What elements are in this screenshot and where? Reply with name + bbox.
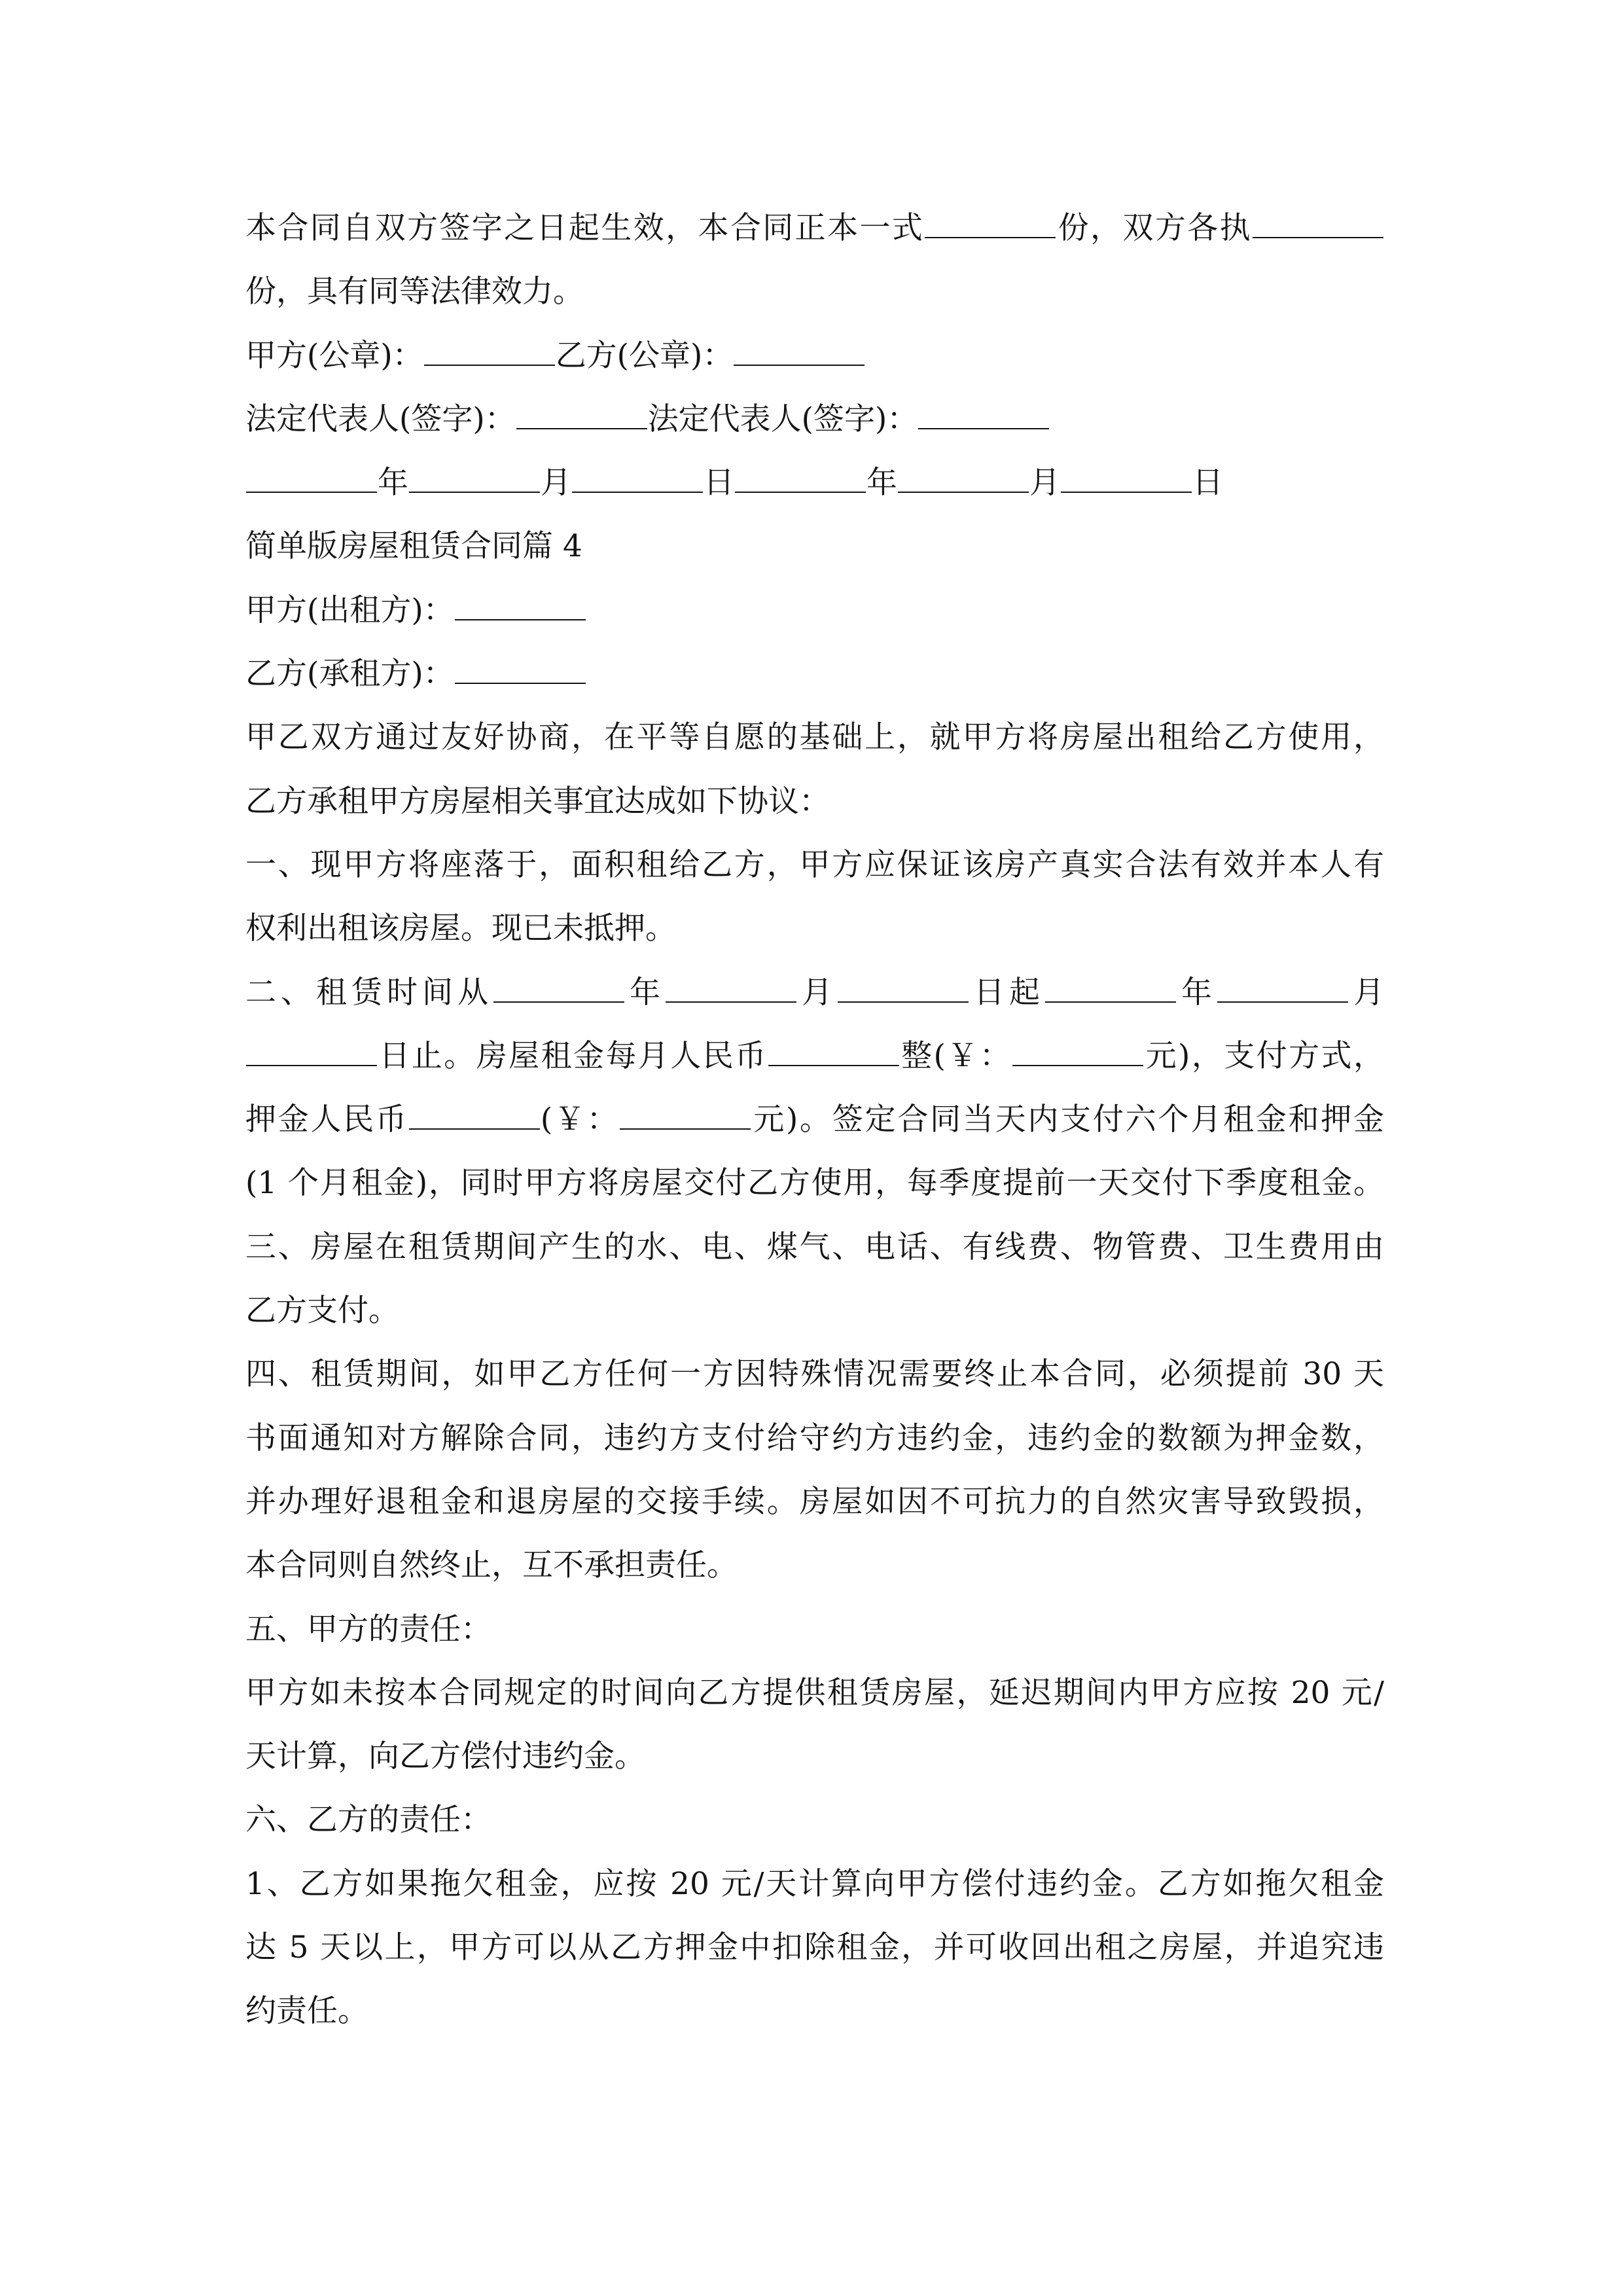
text-segment: 甲方如未按本合同规定的时间向乙方提供租赁房屋，延迟期间内甲方应按 20 元/	[245, 1674, 1384, 1711]
text-line	[245, 196, 1384, 260]
fill-in-blank	[838, 975, 969, 1003]
fill-in-blank	[246, 465, 377, 493]
fill-in-blank	[1061, 465, 1192, 493]
fill-in-blank	[666, 975, 796, 1003]
text-line	[245, 1470, 1384, 1534]
fill-in-blank	[768, 1039, 899, 1066]
text-line	[245, 1279, 1384, 1342]
text-segment: 简单版房屋租赁合同篇 4	[245, 528, 582, 565]
text-line	[245, 1024, 1384, 1088]
text-segment: 乙方承租甲方房屋相关事宜达成如下协议：	[245, 783, 830, 819]
fill-in-blank	[1217, 975, 1348, 1003]
text-segment: 整(￥：	[899, 1037, 1012, 1074]
text-segment: 月	[797, 974, 837, 1011]
text-segment: 日	[1192, 465, 1223, 501]
fill-in-blank	[898, 465, 1029, 493]
text-line	[245, 451, 1384, 514]
fill-in-blank	[925, 211, 1056, 238]
text-segment: 乙方(公章)：	[555, 337, 734, 374]
text-line	[245, 1342, 1384, 1406]
text-line	[245, 1151, 1384, 1215]
fill-in-blank	[455, 593, 586, 620]
text-segment: 法定代表人(签字)：	[647, 401, 918, 437]
text-segment: 一、现甲方将座落于，面积租给乙方，甲方应保证该房产真实合法有效并本人有	[245, 846, 1384, 883]
text-segment: 份，具有同等法律效力。	[245, 274, 584, 310]
fill-in-blank	[516, 402, 647, 429]
text-line	[245, 1088, 1384, 1151]
text-line	[245, 324, 1384, 387]
text-line	[245, 1215, 1384, 1279]
text-line	[245, 770, 1384, 833]
text-line	[245, 579, 1384, 642]
text-line	[245, 1788, 1384, 1852]
fill-in-blank	[424, 338, 555, 366]
text-line	[245, 897, 1384, 960]
text-line	[245, 1661, 1384, 1725]
text-segment: 1、乙方如果拖欠租金，应按 20 元/天计算向甲方偿付违约金。乙方如拖欠租金	[245, 1865, 1384, 1902]
text-line	[245, 1598, 1384, 1661]
text-segment: 三、房屋在租赁期间产生的水、电、煤气、电话、有线费、物管费、卫生费用由	[245, 1229, 1384, 1265]
fill-in-blank	[409, 1102, 540, 1130]
text-segment: 甲方(出租方)：	[245, 592, 454, 628]
fill-in-blank	[1012, 1039, 1143, 1066]
text-line	[245, 514, 1384, 578]
fill-in-blank	[620, 1102, 751, 1130]
text-line	[245, 833, 1384, 897]
text-segment: 法定代表人(签字)：	[245, 401, 516, 437]
text-segment: 达 5 天以上，甲方可以从乙方押金中扣除租金，并可收回出租之房屋，并追究违	[245, 1929, 1384, 1966]
text-segment: 元)。签定合同当天内支付六个月租金和押金	[751, 1102, 1384, 1138]
text-segment: 四、租赁期间，如甲乙方任何一方因特殊情况需要终止本合同，必须提前 30 天	[245, 1356, 1384, 1393]
text-segment: 本合同自双方签字之日起生效，本合同正本一式	[245, 210, 925, 246]
text-segment: 日起	[969, 974, 1044, 1011]
text-segment: 二、租赁时间从	[245, 974, 493, 1011]
text-segment: 约责任。	[245, 1993, 368, 2030]
text-segment: (￥：	[540, 1102, 620, 1138]
text-segment: (1 个月租金)，同时甲方将房屋交付乙方使用，每季度提前一天交付下季度租金。	[245, 1165, 1384, 1202]
fill-in-blank	[455, 656, 586, 684]
text-line	[245, 1916, 1384, 1979]
text-segment: 乙方支付。	[245, 1293, 399, 1329]
text-segment: 押金人民币	[245, 1102, 408, 1138]
text-line	[245, 1725, 1384, 1788]
text-segment: 月	[541, 465, 571, 501]
text-line	[245, 642, 1384, 706]
text-segment: 年	[378, 465, 408, 501]
text-segment: 份，双方各执	[1056, 210, 1252, 246]
text-line	[245, 961, 1384, 1024]
text-segment: 年	[1177, 974, 1217, 1011]
fill-in-blank	[246, 1039, 377, 1066]
fill-in-blank	[409, 465, 540, 493]
text-line	[245, 1534, 1384, 1597]
document-body	[245, 196, 1384, 2043]
text-line	[245, 1407, 1384, 1470]
fill-in-blank	[1253, 211, 1383, 238]
text-segment: 五、甲方的责任：	[245, 1611, 491, 1647]
fill-in-blank	[572, 465, 703, 493]
text-line	[245, 260, 1384, 323]
text-line	[245, 706, 1384, 769]
fill-in-blank	[918, 402, 1049, 429]
text-segment: 元)，支付方式，	[1144, 1037, 1384, 1074]
fill-in-blank	[734, 338, 865, 366]
text-segment: 天计算，向乙方偿付违约金。	[245, 1738, 645, 1775]
text-segment: 年	[866, 465, 897, 501]
text-segment: 日止。房屋租金每月人民币	[378, 1037, 768, 1074]
text-segment: 乙方(承租方)：	[245, 656, 454, 692]
text-segment: 日	[704, 465, 734, 501]
fill-in-blank	[735, 465, 866, 493]
fill-in-blank	[1045, 975, 1176, 1003]
text-segment: 权利出租该房屋。现已未抵押。	[245, 910, 676, 947]
text-segment: 并办理好退租金和退房屋的交接手续。房屋如因不可抗力的自然灾害导致毁损，	[245, 1483, 1384, 1520]
text-segment: 甲方(公章)：	[245, 337, 423, 374]
text-segment: 六、乙方的责任：	[245, 1802, 491, 1839]
fill-in-blank	[493, 975, 624, 1003]
text-segment: 本合同则自然终止，互不承担责任。	[245, 1547, 738, 1584]
text-segment: 月	[1029, 465, 1060, 501]
text-line	[245, 1979, 1384, 2043]
text-line	[245, 1852, 1384, 1916]
text-segment: 甲乙双方通过友好协商，在平等自愿的基础上，就甲方将房屋出租给乙方使用，	[245, 719, 1384, 756]
text-segment: 书面通知对方解除合同，违约方支付给守约方违约金，违约金的数额为押金数，	[245, 1420, 1384, 1456]
text-segment: 月	[1349, 974, 1384, 1011]
text-line	[245, 387, 1384, 451]
text-segment: 年	[625, 974, 665, 1011]
